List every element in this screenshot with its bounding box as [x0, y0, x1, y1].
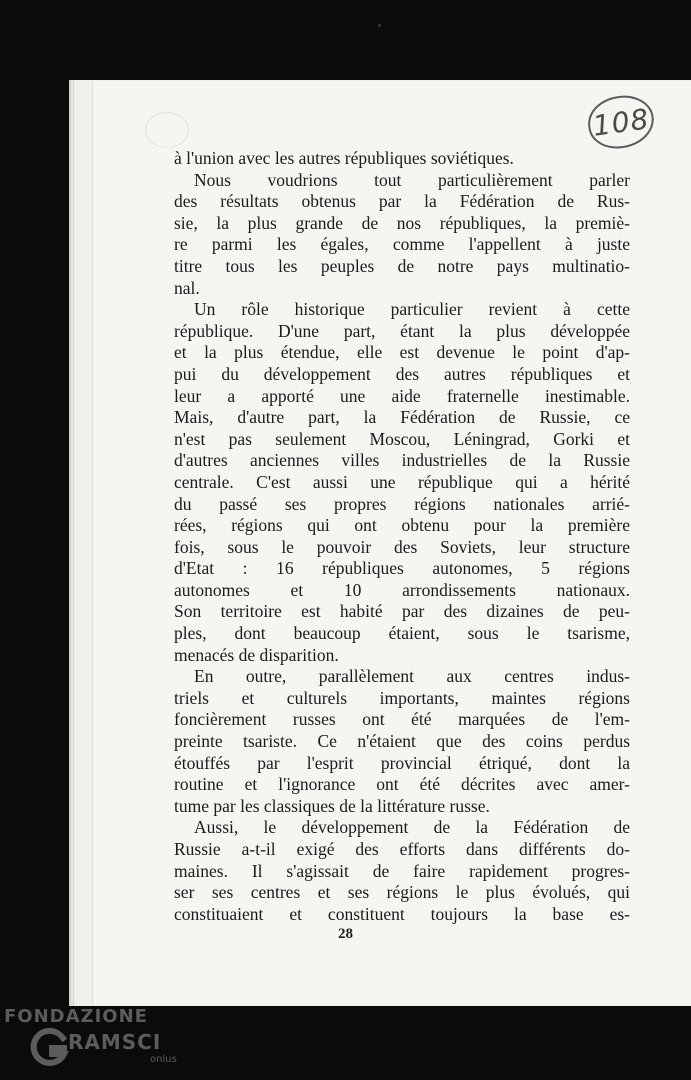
- text-line: Nous voudrions tout particulièrement parler: [194, 169, 630, 190]
- g-logo-icon: [30, 1026, 70, 1066]
- text-line: pui du développement des autres républiques et: [174, 363, 630, 384]
- text-line: re parmi les égales, comme l'appellent à juste: [174, 234, 630, 255]
- text-line: leur a apporté une aide fraternelle inestimable.: [174, 385, 630, 406]
- text-line: étouffés par l'esprit provincial étriqué, dont la: [174, 752, 630, 773]
- text-line: Russie a-t-il exigé des efforts dans différents do-: [174, 839, 630, 859]
- fondazione-gramsci-logo: [4, 1004, 177, 1076]
- faint-stamp-mark: [145, 112, 189, 148]
- text-line: routine et l'ignorance ont été décrites avec amer-: [174, 774, 630, 795]
- text-line: république. D'une part, étant la plus développée: [174, 320, 630, 341]
- text-line: n'est pas seulement Moscou, Léningrad, Gorki et: [174, 428, 630, 449]
- text-line: tume par les classiques de la littérature russe.: [174, 795, 490, 816]
- text-line: à l'union avec les autres républiques soviétiques.: [174, 148, 514, 168]
- text-line: titre tous les peuples de notre pays multinatio-: [174, 255, 630, 276]
- text-line: ples, dont beaucoup étaient, sous le tsarisme,: [174, 623, 630, 644]
- body-text: [174, 148, 630, 925]
- text-line: autonomes et 10 arrondissements nationaux.: [174, 579, 630, 600]
- stamp-number: 108: [590, 101, 652, 143]
- text-line: sie, la plus grande de nos républiques, la premiè-: [174, 212, 630, 233]
- text-line: du passé ses propres régions nationales arrié-: [174, 493, 630, 514]
- text-line: foncièrement russes ont été marquées de l'em-: [174, 709, 630, 730]
- text-line: Un rôle historique particulier revient à cette: [194, 299, 630, 320]
- text-line: Mais, d'autre part, la Fédération de Russie, ce: [174, 407, 630, 428]
- text-line: maines. Il s'agissait de faire rapidement progres-: [174, 860, 630, 881]
- text-line: centrale. C'est aussi une république qui a hérité: [174, 471, 630, 492]
- page-number: 28: [338, 926, 353, 942]
- text-line: des résultats obtenus par la Fédération de Rus-: [174, 191, 630, 212]
- text-line: nal.: [174, 277, 200, 298]
- text-line: triels et culturels importants, maintes régions: [174, 687, 630, 708]
- text-line: rées, régions qui ont obtenu pour la première: [174, 515, 630, 536]
- text-line: et la plus étendue, elle est devenue le point d'ap-: [174, 342, 630, 363]
- text-line: constituaient et constituent toujours la base es-: [174, 903, 630, 924]
- text-line: d'autres anciennes villes industrielles de la Russie: [174, 450, 630, 471]
- dust-speck: [378, 24, 381, 27]
- logo-text-line2: RAMSCI: [68, 1030, 162, 1054]
- logo-text-line1: FONDAZIONE: [4, 1006, 148, 1027]
- text-line: Aussi, le développement de la Fédération de: [194, 817, 630, 838]
- text-line: Son territoire est habité par des dizaines de peu-: [174, 601, 630, 622]
- logo-text-line3: onlus: [150, 1054, 177, 1065]
- text-line: preinte tsariste. Ce n'étaient que des coins perdus: [174, 731, 630, 752]
- text-line: d'Etat : 16 républiques autonomes, 5 régions: [174, 558, 630, 579]
- text-line: ser ses centres et ses régions le plus évolués, qui: [174, 882, 630, 903]
- text-line: En outre, parallèlement aux centres indus-: [194, 666, 630, 687]
- text-line: menacés de disparition.: [174, 644, 339, 665]
- text-line: fois, sous le pouvoir des Soviets, leur structure: [174, 536, 630, 557]
